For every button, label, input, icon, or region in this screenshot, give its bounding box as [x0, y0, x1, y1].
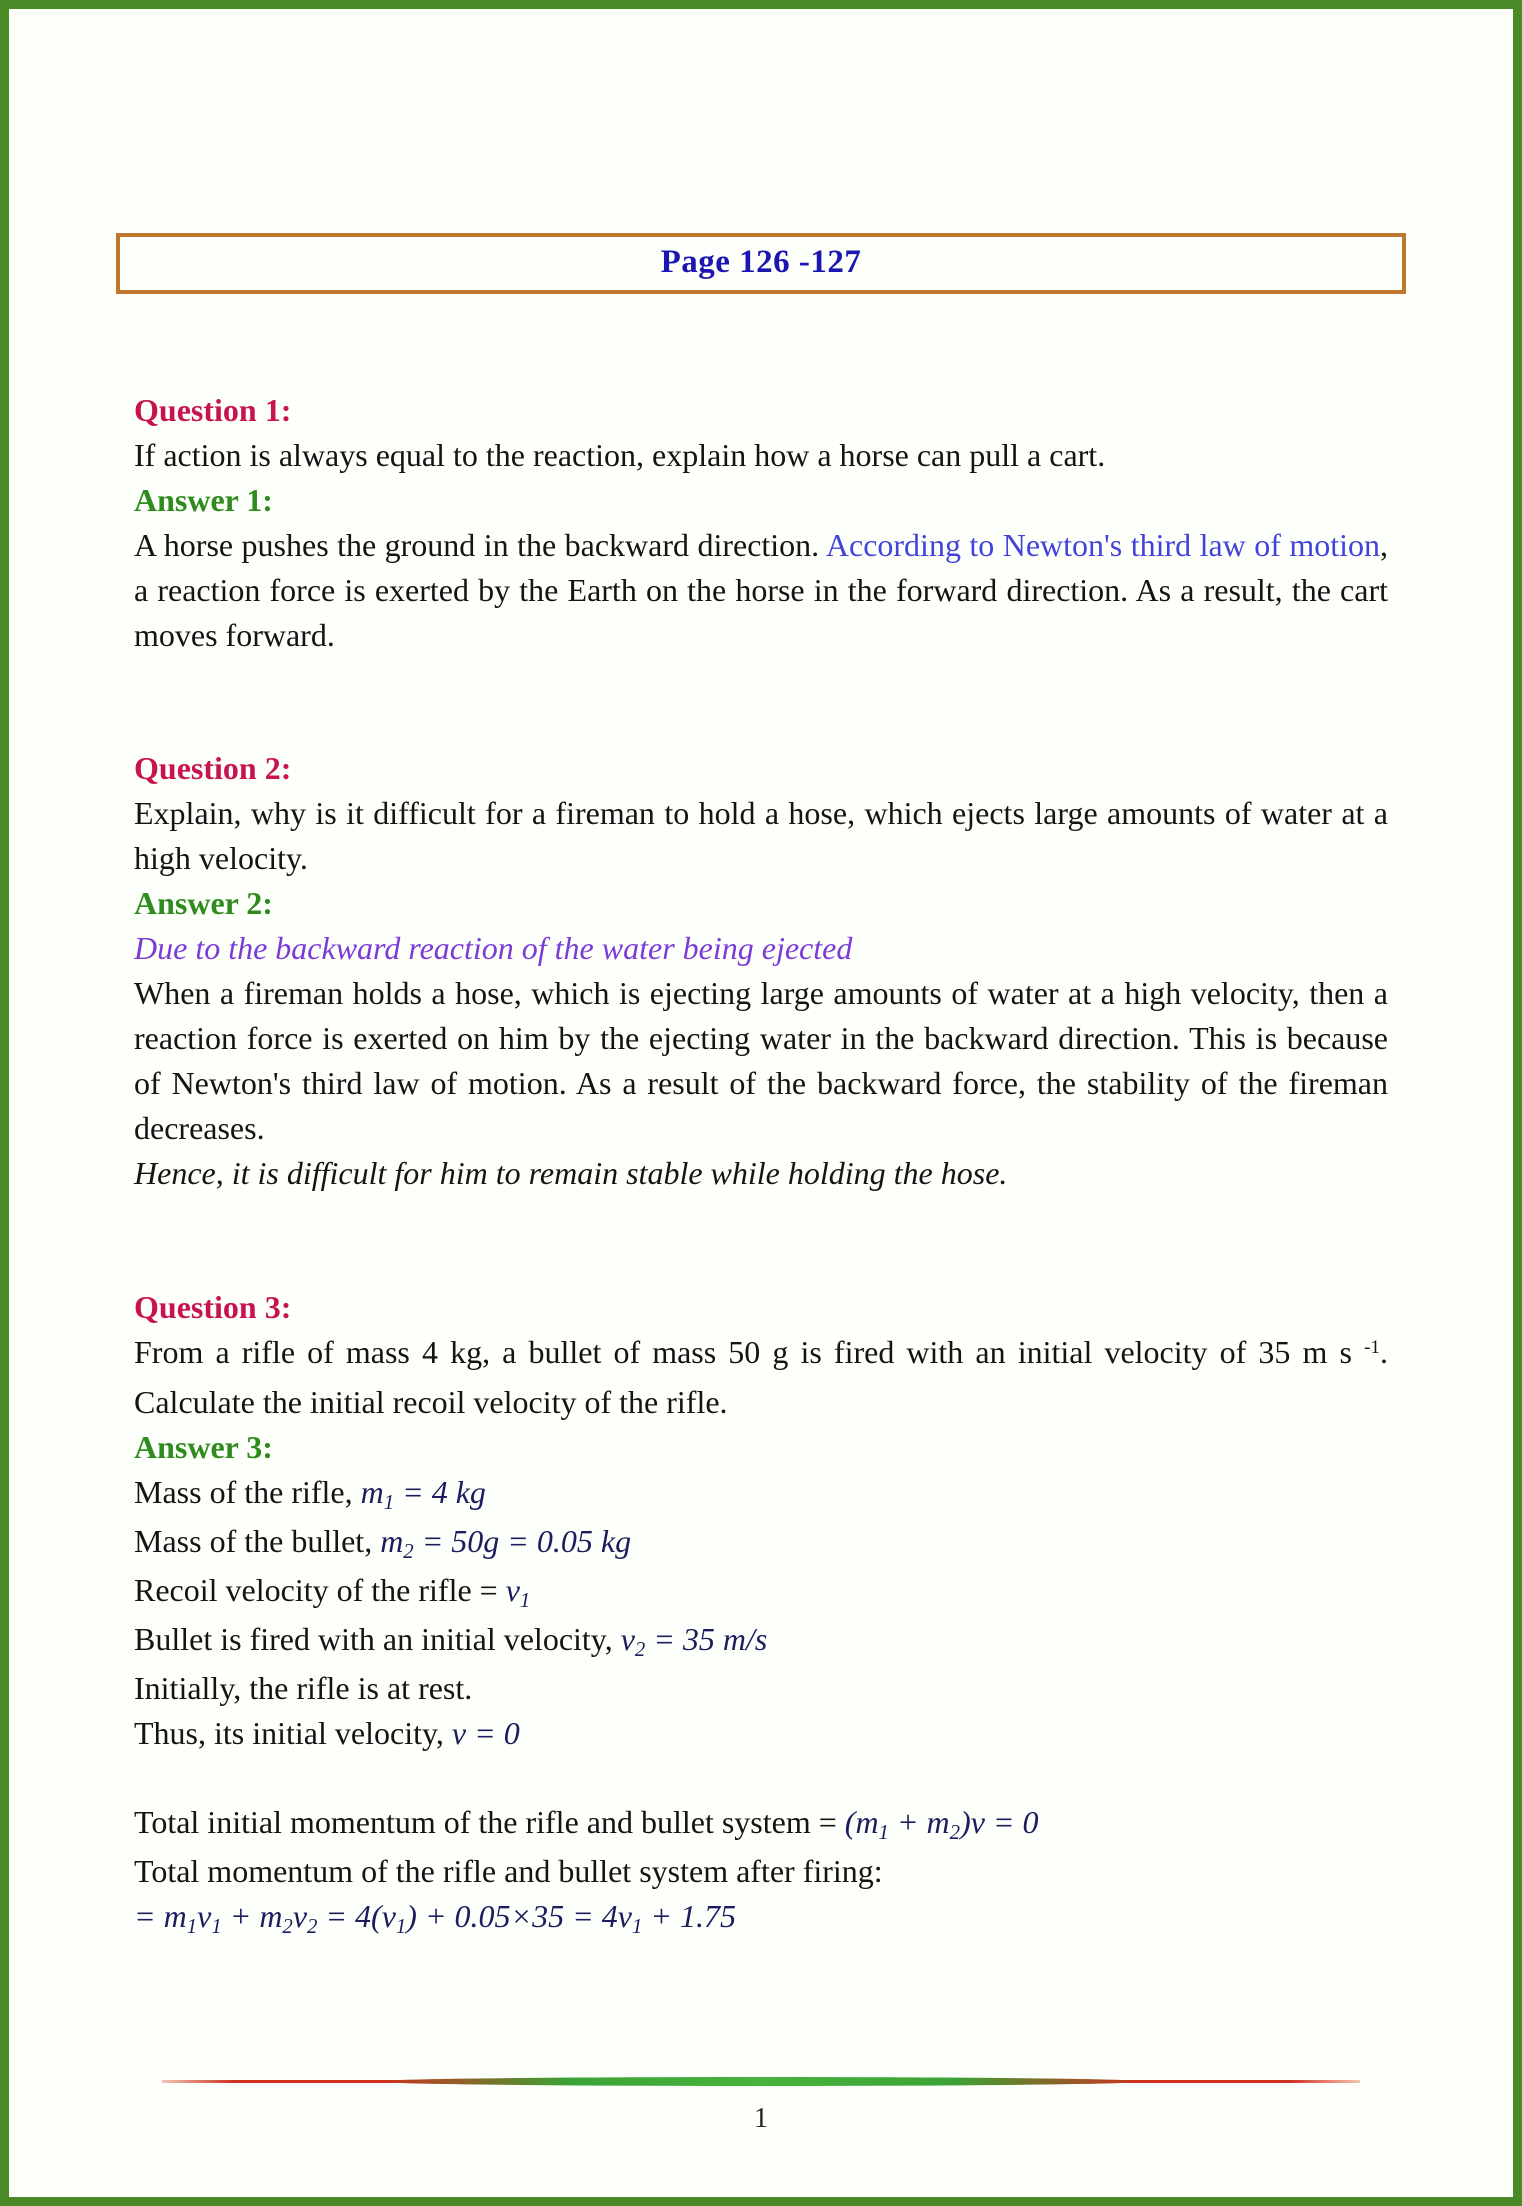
- question-2-section: [134, 746, 1388, 1196]
- text-segment: 2: [949, 1820, 961, 1844]
- text-segment: = 35 m/s: [645, 1621, 768, 1657]
- text-segment: A horse pushes the ground in the backward direction.: [134, 527, 826, 563]
- text-segment: 1: [395, 1914, 407, 1938]
- text-segment: v: [292, 1898, 308, 1934]
- text-segment: = 0: [466, 1715, 520, 1751]
- answer-3-line-mass-bullet: [134, 1519, 1388, 1568]
- page-footer: [9, 2077, 1513, 2135]
- question-3-text: [134, 1330, 1388, 1425]
- question-1-heading: Question 1:: [134, 392, 292, 428]
- text-segment: Recoil velocity of the rifle =: [134, 1572, 506, 1608]
- question-2-text: Explain, why is it difficult for a fireman to hold a hose, which ejects large amounts of water at a high velocity.: [134, 795, 1388, 876]
- text-segment: 2: [403, 1539, 414, 1563]
- text-segment: . Calculate the initial recoil velocity of the rifle.: [134, 1334, 1388, 1420]
- text-segment: + m: [221, 1898, 283, 1934]
- page-content: [9, 9, 1513, 1943]
- question-3-section: [134, 1285, 1388, 1943]
- answer-3-heading: Answer 3:: [134, 1429, 273, 1465]
- text-segment: 2: [282, 1914, 293, 1938]
- question-3-heading: Question 3:: [134, 1289, 292, 1325]
- answer-2-conclusion: Hence, it is difficult for him to remain stable while holding the hose.: [134, 1155, 1008, 1191]
- text-segment: 1: [383, 1490, 395, 1514]
- text-segment: 1: [631, 1914, 643, 1938]
- question-1-section: [134, 388, 1388, 658]
- text-segment: )v = 0: [960, 1804, 1039, 1840]
- text-segment: 1: [519, 1588, 531, 1612]
- answer-3-line-rifle-rest: [134, 1666, 1388, 1711]
- answer-2-heading: Answer 2:: [134, 885, 273, 921]
- page-header-box: [116, 233, 1406, 294]
- text-segment: ) + 0.05×35 = 4v: [406, 1898, 632, 1934]
- text-segment: m: [380, 1523, 404, 1559]
- text-segment: m: [360, 1474, 384, 1510]
- text-segment: v: [505, 1572, 520, 1608]
- text-segment: , a reaction force is exerted by the Earth on the horse in the forward direction. As a result, the cart moves forward.: [134, 527, 1389, 653]
- text-segment: = 50g = 0.05 kg: [413, 1523, 632, 1559]
- text-segment: 1: [211, 1914, 222, 1938]
- text-segment: v: [197, 1898, 212, 1934]
- text-segment: 1: [878, 1820, 889, 1844]
- text-segment: + m: [888, 1804, 950, 1840]
- text-segment: Mass of the bullet,: [134, 1523, 381, 1559]
- text-segment: -1: [1364, 1337, 1380, 1359]
- answer-3-line-total-initial-momentum: [134, 1800, 1388, 1849]
- text-segment: = m: [134, 1898, 187, 1934]
- answer-3-line-bullet-velocity: [134, 1617, 1388, 1666]
- text-segment: = 4 kg: [394, 1474, 486, 1510]
- text-segment: v: [451, 1715, 467, 1751]
- text-segment: = 4(v: [317, 1898, 396, 1934]
- answer-3-line-mass-rifle: [134, 1470, 1388, 1519]
- text-segment: + 1.75: [642, 1898, 736, 1934]
- answer-3-line-momentum-equation: [134, 1894, 1388, 1943]
- answer-1-text: [134, 523, 1388, 658]
- footer-divider: [162, 2077, 1360, 2086]
- answer-3-line-recoil-velocity: [134, 1568, 1388, 1617]
- divider-lens-decoration: [378, 2077, 1145, 2086]
- answer-2-text: When a fireman holds a hose, which is ejecting large amounts of water at a high velocity, then a reaction force is exerted on him by the ejecting water in the backward direction. This is because of Newton's third law of motion. As a result of the backward force, the stability of the fireman decreases.: [134, 975, 1388, 1146]
- text-segment: Total momentum of the rifle and bullet system after firing:: [134, 1853, 883, 1889]
- text-segment: v: [620, 1621, 635, 1657]
- text-segment: Initially, the rifle is at rest.: [134, 1670, 473, 1706]
- text-segment: Bullet is fired with an initial velocity,: [134, 1621, 621, 1657]
- text-segment: From a rifle of mass 4 kg, a bullet of mass 50 g is fired with an initial velocity of 35 m s: [134, 1334, 1365, 1370]
- text-segment: 2: [307, 1914, 318, 1938]
- text-segment: Total initial momentum of the rifle and bullet system =: [134, 1804, 845, 1840]
- answer-3-line-momentum-after-firing: [134, 1849, 1388, 1894]
- text-segment: Thus, its initial velocity,: [134, 1715, 452, 1751]
- answer-2-intro: Due to the backward reaction of the water being ejected: [134, 930, 853, 966]
- question-2-heading: Question 2:: [134, 750, 292, 786]
- answer-1-heading: Answer 1:: [134, 482, 273, 518]
- text-segment: Mass of the rifle,: [134, 1474, 361, 1510]
- question-1-text: If action is always equal to the reaction, explain how a horse can pull a cart.: [134, 437, 1106, 473]
- text-segment: 1: [186, 1914, 198, 1938]
- page-number: 1: [754, 2103, 768, 2134]
- text-segment: According to Newton's third law of motion: [825, 527, 1381, 563]
- answer-3-line-initial-velocity: [134, 1711, 1388, 1756]
- text-segment: (m: [844, 1804, 879, 1840]
- text-segment: 2: [634, 1637, 646, 1661]
- page-title: Page 126 -127: [660, 244, 862, 280]
